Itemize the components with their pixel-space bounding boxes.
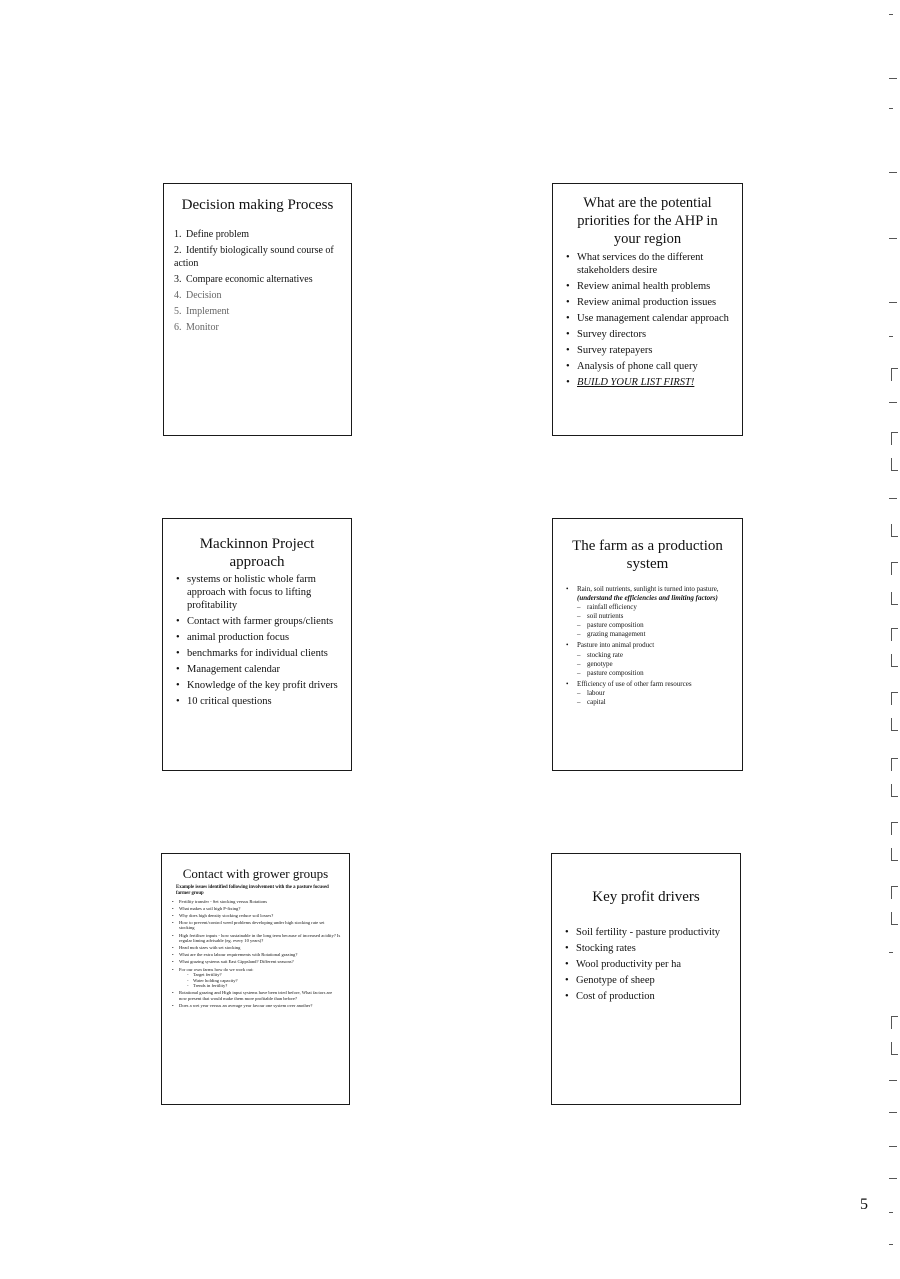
slide-contact-grower-groups	[161, 853, 350, 1105]
edge-mark	[889, 172, 897, 173]
list-item: • Use management calendar approach	[563, 312, 732, 325]
edge-bracket	[891, 654, 898, 667]
list-item: • Review animal production issues	[563, 296, 732, 309]
slide-mackinnon-approach	[162, 518, 352, 771]
list-item: - Target fertility?	[179, 972, 341, 978]
list-item: • Rain, soil nutrients, sunlight is turned into pasture, (understand the efficiencies and limiting factors) – rainfall efficiency – soil nutrients – pasture composition – grazing management	[563, 585, 732, 639]
edge-bracket	[891, 592, 898, 605]
list-item: • Knowledge of the key profit drivers	[173, 679, 341, 692]
slide-decision-making	[163, 183, 352, 436]
edge-mark	[889, 238, 897, 239]
list-item: - Trends in fertility?	[179, 983, 341, 989]
list-item: • Rotational grazing and High input systems have been tried before, What factors are now present that would make them more profitable than before?	[170, 990, 341, 1001]
list-item: • Why does high density stocking reduce soil losses?	[170, 913, 341, 919]
edge-mark	[889, 1146, 897, 1147]
edge-bracket	[891, 432, 898, 445]
list-item: • Efficiency of use of other farm resources – labour – capital	[563, 680, 732, 708]
list-item: 4. Decision	[174, 290, 222, 301]
edge-bracket	[891, 912, 898, 925]
edge-bracket	[891, 524, 898, 537]
slide-title: Decision making Process	[181, 197, 334, 213]
list-item: • Review animal health problems	[563, 280, 732, 293]
page-number: 5	[860, 1196, 868, 1213]
list-item: • Pasture into animal product – stocking rate – genotype – pasture composition	[563, 641, 732, 678]
list-item: – pasture composition	[577, 669, 732, 678]
list-item: • What are the extra labour requirements with Rotational grazing?	[170, 952, 341, 958]
list-item: 1. Define problem	[174, 229, 250, 240]
list-item: • Does a wet year versus an average year favour one system over another?	[170, 1003, 341, 1009]
slide-title: What are the potential priorities for the AHP in your region	[577, 195, 718, 247]
edge-mark	[889, 78, 897, 79]
list-item: – grazing management	[577, 630, 732, 639]
list-item: - Water holding capacity?	[179, 978, 341, 984]
slide-farm-production-system	[552, 518, 743, 771]
edge-mark	[889, 1080, 897, 1081]
edge-bracket	[891, 458, 898, 471]
edge-bracket	[891, 822, 898, 835]
list-item: • For our own farms how do we work out: - Target fertility? - Water holding capacity? - Trends in fertility?	[170, 967, 341, 989]
list-item: • Cost of production	[562, 990, 730, 1003]
list-item: 2. Identify biologically sound course of action	[174, 245, 334, 269]
edge-bracket	[891, 784, 898, 797]
list-item: – stocking rate	[577, 651, 732, 660]
bullet-list	[563, 251, 732, 389]
sub-list	[577, 603, 732, 639]
bullet-list	[173, 573, 341, 708]
slide-title: Mackinnon Project approach	[199, 536, 315, 570]
bullet-list	[563, 585, 732, 707]
bullet-list	[562, 926, 730, 1003]
slide-key-profit-drivers	[551, 853, 741, 1105]
list-item: • Soil fertility - pasture productivity	[562, 926, 730, 939]
slide-potential-priorities	[552, 183, 743, 436]
bullet-list	[170, 899, 341, 1009]
edge-bracket	[891, 692, 898, 705]
list-item: • Analysis of phone call query	[563, 360, 732, 373]
list-item: • systems or holistic whole farm approach with focus to lifting profitability	[173, 573, 341, 612]
edge-mark	[889, 402, 897, 403]
list-item: • What grazing systems suit East Gippsland? Different seasons?	[170, 959, 341, 965]
list-item: • benchmarks for individual clients	[173, 647, 341, 660]
edge-mark	[889, 14, 893, 15]
list-item: 5. Implement	[174, 306, 230, 317]
list-item: 6. Monitor	[174, 322, 219, 333]
edge-mark	[889, 302, 897, 303]
edge-bracket	[891, 368, 898, 381]
list-item: • Contact with farmer groups/clients	[173, 615, 341, 628]
edge-mark	[889, 1244, 893, 1245]
list-item: • Survey ratepayers	[563, 344, 732, 357]
list-item: • Stocking rates	[562, 942, 730, 955]
list-item: • High fertiliser inputs - how sustainable in the long term because of increased acidity? Is regular liming advisable (eg. every 10 years)?	[170, 933, 341, 944]
sub-list	[577, 689, 732, 707]
edge-mark	[889, 336, 893, 337]
edge-bracket	[891, 1042, 898, 1055]
edge-bracket	[891, 718, 898, 731]
list-item: • Genotype of sheep	[562, 974, 730, 987]
edge-bracket	[891, 628, 898, 641]
sub-list	[577, 651, 732, 678]
edge-bracket	[891, 758, 898, 771]
list-item: • How to prevent/control weed problems developing under high stocking rate set stocking	[170, 920, 341, 931]
edge-bracket	[891, 886, 898, 899]
edge-mark	[889, 108, 893, 109]
list-item: • 10 critical questions	[173, 695, 341, 708]
list-item: • Head mob sizes with set stocking	[170, 945, 341, 951]
list-item: – genotype	[577, 660, 732, 669]
list-item: • Survey directors	[563, 328, 732, 341]
list-item: – labour	[577, 689, 732, 698]
sub-list	[179, 972, 341, 989]
list-item: • BUILD YOUR LIST FIRST!	[563, 376, 732, 389]
list-item: 3. Compare economic alternatives	[174, 274, 313, 285]
slide-title: Contact with grower groups	[182, 866, 329, 881]
list-item: • Fertility transfer - Set stocking versus Rotations	[170, 899, 341, 905]
edge-mark	[889, 498, 897, 499]
steps-list	[174, 228, 341, 334]
edge-mark	[889, 1112, 897, 1113]
list-item: • animal production focus	[173, 631, 341, 644]
edge-bracket	[891, 1016, 898, 1029]
list-item: • Wool productivity per ha	[562, 958, 730, 971]
list-item: • Management calendar	[173, 663, 341, 676]
list-item: • What makes a soil high P-fixing?	[170, 906, 341, 912]
list-item: – pasture composition	[577, 621, 732, 630]
list-item: – capital	[577, 698, 732, 707]
list-item: – soil nutrients	[577, 612, 732, 621]
intro-text: Example issues identified following involvement with the a pasture focused farmer group	[176, 885, 329, 896]
edge-mark	[889, 1212, 893, 1213]
edge-bracket	[891, 562, 898, 575]
edge-mark	[889, 1178, 897, 1179]
edge-mark	[889, 952, 893, 953]
slide-title: Key profit drivers	[592, 889, 700, 905]
edge-bracket	[891, 848, 898, 861]
list-item: • What services do the different stakeholders desire	[563, 251, 732, 277]
list-item: – rainfall efficiency	[577, 603, 732, 612]
slide-title: The farm as a production system	[572, 538, 723, 572]
